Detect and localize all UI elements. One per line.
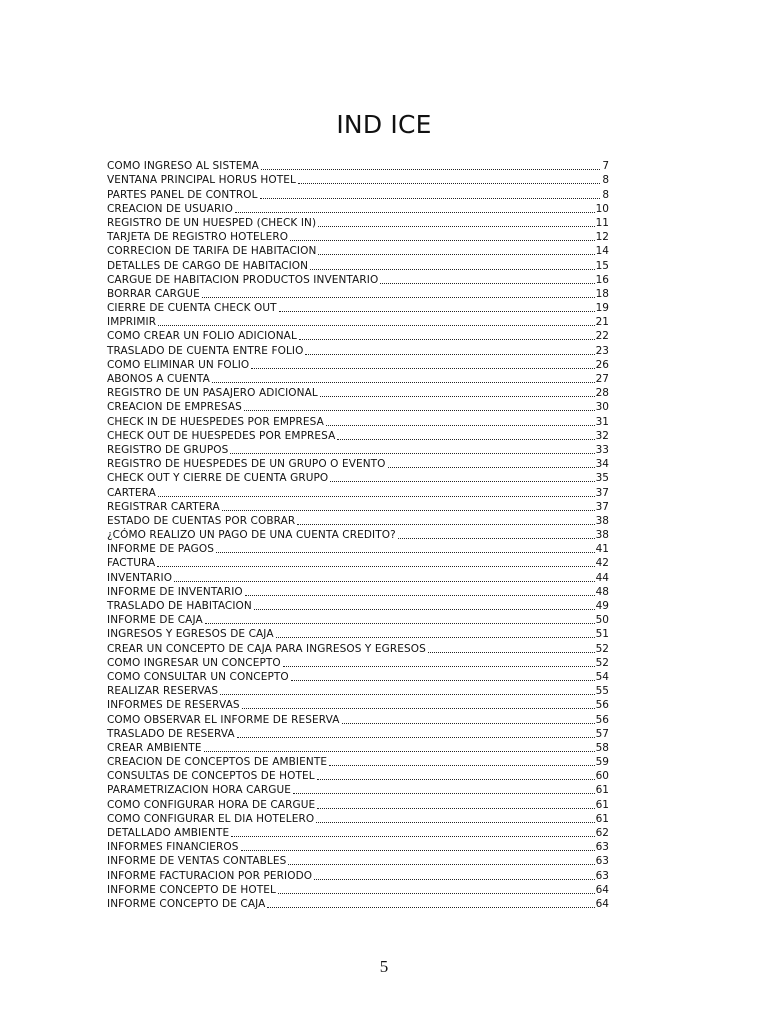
toc-entry-label: ¿CÓMO REALIZO UN PAGO DE UNA CUENTA CREDITO? bbox=[107, 529, 396, 542]
dot-leader bbox=[316, 822, 594, 823]
toc-entry-page: 61 bbox=[595, 812, 609, 825]
dot-leader bbox=[320, 396, 595, 397]
dot-leader bbox=[216, 552, 595, 553]
toc-entry-page: 62 bbox=[595, 827, 609, 839]
toc-entry-label: INFORMES FINANCIEROS bbox=[107, 841, 239, 854]
toc-entry-page: 56 bbox=[595, 699, 609, 712]
dot-leader bbox=[291, 680, 595, 681]
toc-entry bbox=[107, 867, 609, 881]
dot-leader bbox=[337, 439, 594, 440]
dot-leader bbox=[261, 169, 600, 170]
toc-entry-label: CIERRE DE CUENTA CHECK OUT bbox=[107, 302, 277, 315]
toc-entry bbox=[107, 796, 609, 810]
toc-entry-page: 50 bbox=[595, 614, 609, 627]
toc-entry-label: CHECK IN DE HUESPEDES POR EMPRESA bbox=[107, 415, 324, 428]
dot-leader bbox=[298, 183, 600, 184]
toc-entry bbox=[107, 243, 609, 257]
toc-entry bbox=[107, 314, 609, 328]
toc-entry bbox=[107, 896, 609, 910]
toc-entry bbox=[107, 669, 609, 683]
dot-leader bbox=[230, 453, 594, 454]
toc-entry-page: 31 bbox=[595, 415, 609, 428]
toc-entry-page: 51 bbox=[595, 628, 609, 641]
toc-entry-label: INFORME CONCEPTO DE HOTEL bbox=[107, 883, 276, 896]
toc-entry-label: INFORME DE VENTAS CONTABLES bbox=[107, 855, 287, 868]
toc-entry bbox=[107, 697, 609, 711]
dot-leader bbox=[212, 382, 595, 383]
toc-entry-page: 52 bbox=[595, 642, 609, 655]
dot-leader bbox=[222, 510, 595, 511]
toc-entry-label: TRASLADO DE HABITACION bbox=[107, 600, 252, 612]
toc-entry-label: REGISTRAR CARTERA bbox=[107, 500, 220, 513]
toc-entry-page: 60 bbox=[595, 770, 609, 783]
toc-entry-label: PARAMETRIZACION HORA CARGUE bbox=[107, 784, 291, 797]
dot-leader bbox=[278, 893, 595, 894]
toc-entry-label: CREACION DE EMPRESAS bbox=[107, 401, 242, 414]
toc-entry-label: INFORME FACTURACION POR PERIODO bbox=[107, 869, 313, 882]
toc-entry bbox=[107, 328, 609, 342]
toc-entry-page: 15 bbox=[595, 259, 609, 272]
toc-entry-label: INFORME DE INVENTARIO bbox=[107, 585, 243, 598]
toc-entry bbox=[107, 811, 609, 825]
toc-entry-label: REGISTRO DE GRUPOS bbox=[107, 443, 229, 456]
toc-entry-page: 35 bbox=[595, 472, 609, 485]
toc-entry-label: IMPRIMIR bbox=[107, 316, 157, 329]
toc-entry bbox=[107, 428, 609, 442]
dot-leader bbox=[276, 637, 595, 638]
table-of-contents bbox=[107, 158, 609, 910]
toc-entry-label: REGISTRO DE UN PASAJERO ADICIONAL bbox=[107, 387, 318, 400]
toc-entry-label: CHECK OUT DE HUESPEDES POR EMPRESA bbox=[107, 429, 336, 442]
toc-entry-page: 52 bbox=[595, 656, 609, 669]
dot-leader bbox=[317, 779, 595, 780]
toc-entry-label: TRASLADO DE CUENTA ENTRE FOLIO bbox=[107, 344, 304, 357]
toc-entry-label: TRASLADO DE RESERVA bbox=[107, 727, 235, 740]
toc-entry-page: 44 bbox=[595, 571, 609, 584]
toc-entry-label: INFORME DE CAJA bbox=[107, 614, 203, 627]
toc-entry-label: REALIZAR RESERVAS bbox=[107, 685, 219, 698]
toc-entry-label: COMO CONFIGURAR HORA DE CARGUE bbox=[107, 798, 316, 811]
dot-leader bbox=[244, 410, 595, 411]
toc-entry-page: 11 bbox=[595, 216, 609, 229]
dot-leader bbox=[283, 666, 595, 667]
toc-entry bbox=[107, 172, 609, 186]
toc-entry bbox=[107, 158, 609, 172]
dot-leader bbox=[245, 595, 595, 596]
toc-entry-label: INGRESOS Y EGRESOS DE CAJA bbox=[107, 628, 274, 641]
toc-entry-page: 61 bbox=[595, 784, 609, 797]
dot-leader bbox=[157, 566, 594, 567]
toc-entry-page: 33 bbox=[595, 443, 609, 456]
toc-entry-label: COMO CONSULTAR UN CONCEPTO bbox=[107, 670, 289, 683]
toc-entry-page: 27 bbox=[595, 373, 609, 385]
dot-leader bbox=[318, 254, 594, 255]
toc-entry-page: 57 bbox=[595, 727, 609, 740]
toc-entry-page: 64 bbox=[595, 897, 609, 910]
toc-entry bbox=[107, 201, 609, 215]
toc-entry-page: 56 bbox=[595, 713, 609, 726]
dot-leader bbox=[299, 339, 595, 340]
toc-entry-label: REGISTRO DE HUESPEDES DE UN GRUPO O EVENTO bbox=[107, 458, 386, 471]
toc-entry-label: DETALLES DE CARGO DE HABITACION bbox=[107, 259, 309, 272]
toc-entry-page: 10 bbox=[595, 202, 609, 215]
dot-leader bbox=[235, 212, 595, 213]
toc-entry-label: CHECK OUT Y CIERRE DE CUENTA GRUPO bbox=[107, 472, 329, 485]
toc-entry-page: 12 bbox=[595, 231, 609, 244]
toc-entry bbox=[107, 399, 609, 413]
dot-leader bbox=[231, 836, 594, 837]
toc-entry-label: COMO OBSERVAR EL INFORME DE RESERVA bbox=[107, 713, 340, 726]
dot-leader bbox=[297, 524, 594, 525]
dot-leader bbox=[326, 425, 595, 426]
page-number: 5 bbox=[379, 957, 389, 976]
dot-leader bbox=[330, 481, 594, 482]
toc-entry bbox=[107, 470, 609, 484]
toc-entry-page: 16 bbox=[595, 273, 609, 286]
dot-leader bbox=[279, 311, 595, 312]
toc-entry-label: COMO CREAR UN FOLIO ADICIONAL bbox=[107, 330, 297, 343]
toc-entry-label: CREAR UN CONCEPTO DE CAJA PARA INGRESOS Y EGRESOS bbox=[107, 642, 426, 655]
toc-entry-page: 59 bbox=[595, 756, 609, 769]
dot-leader bbox=[293, 793, 595, 794]
dot-leader bbox=[220, 694, 595, 695]
toc-entry-label: INVENTARIO bbox=[107, 571, 173, 584]
toc-entry-label: REGISTRO DE UN HUESPED (CHECK IN) bbox=[107, 216, 317, 229]
toc-entry bbox=[107, 300, 609, 314]
dot-leader bbox=[251, 368, 594, 369]
dot-leader bbox=[174, 581, 595, 582]
dot-leader bbox=[290, 240, 594, 241]
toc-entry-label: ABONOS A CUENTA bbox=[107, 373, 210, 385]
toc-entry-page: 61 bbox=[595, 798, 609, 811]
toc-entry-label: PARTES PANEL DE CONTROL bbox=[107, 188, 258, 201]
toc-entry bbox=[107, 541, 609, 555]
toc-entry-label: ESTADO DE CUENTAS POR COBRAR bbox=[107, 514, 296, 527]
toc-entry-label: CREAR AMBIENTE bbox=[107, 741, 202, 754]
toc-entry bbox=[107, 782, 609, 796]
toc-entry bbox=[107, 371, 609, 385]
dot-leader bbox=[329, 765, 595, 766]
toc-entry bbox=[107, 754, 609, 768]
toc-entry-page: 18 bbox=[595, 287, 609, 300]
toc-entry bbox=[107, 726, 609, 740]
dot-leader bbox=[314, 879, 594, 880]
dot-leader bbox=[288, 864, 594, 865]
toc-entry-label: BORRAR CARGUE bbox=[107, 287, 200, 300]
dot-leader bbox=[388, 467, 595, 468]
toc-entry-page: 21 bbox=[595, 316, 609, 329]
toc-entry-page: 23 bbox=[595, 344, 609, 357]
toc-entry bbox=[107, 186, 609, 200]
toc-entry-page: 22 bbox=[595, 330, 609, 343]
toc-entry-page: 49 bbox=[595, 600, 609, 612]
dot-leader bbox=[204, 751, 595, 752]
toc-entry-page: 54 bbox=[595, 670, 609, 683]
toc-entry-page: 7 bbox=[602, 160, 609, 173]
toc-entry-page: 55 bbox=[595, 685, 609, 698]
toc-entry bbox=[107, 215, 609, 229]
dot-leader bbox=[380, 283, 594, 284]
page-title: IND ICE bbox=[336, 110, 432, 139]
toc-entry-label: VENTANA PRINCIPAL HORUS HOTEL bbox=[107, 174, 296, 187]
toc-entry-page: 63 bbox=[595, 855, 609, 868]
toc-entry-label: COMO ELIMINAR UN FOLIO bbox=[107, 358, 250, 371]
dot-leader bbox=[242, 708, 595, 709]
toc-entry bbox=[107, 683, 609, 697]
toc-entry bbox=[107, 342, 609, 356]
toc-entry-label: INFORME DE PAGOS bbox=[107, 543, 214, 556]
toc-entry-page: 30 bbox=[595, 401, 609, 414]
toc-entry-page: 34 bbox=[595, 458, 609, 471]
dot-leader bbox=[305, 354, 594, 355]
toc-entry bbox=[107, 768, 609, 782]
toc-entry-page: 63 bbox=[595, 869, 609, 882]
dot-leader bbox=[260, 198, 600, 199]
toc-entry bbox=[107, 640, 609, 654]
toc-entry bbox=[107, 569, 609, 583]
toc-entry bbox=[107, 229, 609, 243]
toc-entry-page: 58 bbox=[595, 741, 609, 754]
toc-entry bbox=[107, 612, 609, 626]
toc-entry-label: CREACION DE USUARIO bbox=[107, 202, 233, 215]
toc-entry bbox=[107, 257, 609, 271]
toc-entry-page: 37 bbox=[595, 486, 609, 499]
toc-entry-label: CREACION DE CONCEPTOS DE AMBIENTE bbox=[107, 756, 328, 769]
toc-entry-label: COMO CONFIGURAR EL DIA HOTELERO bbox=[107, 812, 315, 825]
toc-entry-page: 38 bbox=[595, 529, 609, 542]
toc-entry-page: 37 bbox=[595, 500, 609, 513]
toc-entry bbox=[107, 513, 609, 527]
toc-entry-page: 26 bbox=[595, 358, 609, 371]
toc-entry bbox=[107, 882, 609, 896]
dot-leader bbox=[158, 325, 594, 326]
toc-entry bbox=[107, 853, 609, 867]
toc-entry-label: COMO INGRESAR UN CONCEPTO bbox=[107, 656, 281, 669]
toc-entry-label: CORRECION DE TARIFA DE HABITACION bbox=[107, 245, 317, 258]
toc-entry bbox=[107, 385, 609, 399]
dot-leader bbox=[202, 297, 595, 298]
dot-leader bbox=[318, 226, 594, 227]
toc-entry bbox=[107, 711, 609, 725]
toc-entry bbox=[107, 740, 609, 754]
toc-entry-label: DETALLADO AMBIENTE bbox=[107, 827, 230, 839]
toc-entry-label: CARGUE DE HABITACION PRODUCTOS INVENTARIO bbox=[107, 273, 379, 286]
dot-leader bbox=[428, 652, 595, 653]
dot-leader bbox=[237, 737, 595, 738]
toc-entry-label: CARTERA bbox=[107, 486, 156, 499]
toc-entry-page: 14 bbox=[595, 245, 609, 258]
dot-leader bbox=[398, 538, 595, 539]
toc-entry-page: 28 bbox=[595, 387, 609, 400]
toc-entry-page: 48 bbox=[595, 585, 609, 598]
toc-entry bbox=[107, 655, 609, 669]
toc-entry bbox=[107, 442, 609, 456]
toc-entry bbox=[107, 456, 609, 470]
toc-entry bbox=[107, 484, 609, 498]
toc-entry-page: 8 bbox=[602, 174, 609, 187]
dot-leader bbox=[317, 808, 594, 809]
toc-entry-page: 32 bbox=[595, 429, 609, 442]
toc-entry bbox=[107, 413, 609, 427]
toc-entry-label: FACTURA bbox=[107, 557, 156, 570]
toc-entry bbox=[107, 499, 609, 513]
toc-entry bbox=[107, 357, 609, 371]
toc-entry-page: 19 bbox=[595, 302, 609, 315]
toc-entry-label: TARJETA DE REGISTRO HOTELERO bbox=[107, 231, 289, 244]
toc-entry bbox=[107, 825, 609, 839]
toc-entry bbox=[107, 555, 609, 569]
toc-entry bbox=[107, 272, 609, 286]
toc-entry bbox=[107, 626, 609, 640]
toc-entry bbox=[107, 598, 609, 612]
toc-entry-label: INFORME CONCEPTO DE CAJA bbox=[107, 897, 266, 910]
toc-entry bbox=[107, 839, 609, 853]
toc-entry bbox=[107, 584, 609, 598]
dot-leader bbox=[342, 723, 595, 724]
toc-entry-page: 8 bbox=[602, 188, 609, 201]
toc-entry-page: 42 bbox=[595, 557, 609, 570]
toc-entry-label: CONSULTAS DE CONCEPTOS DE HOTEL bbox=[107, 770, 315, 783]
toc-entry-label: INFORMES DE RESERVAS bbox=[107, 699, 240, 712]
toc-entry-page: 64 bbox=[595, 883, 609, 896]
toc-entry-page: 63 bbox=[595, 841, 609, 854]
dot-leader bbox=[205, 623, 595, 624]
dot-leader bbox=[254, 609, 595, 610]
toc-entry bbox=[107, 286, 609, 300]
toc-entry-page: 38 bbox=[595, 514, 609, 527]
dot-leader bbox=[310, 269, 595, 270]
dot-leader bbox=[241, 850, 595, 851]
toc-entry-page: 41 bbox=[595, 543, 609, 556]
dot-leader bbox=[267, 907, 594, 908]
dot-leader bbox=[158, 496, 595, 497]
toc-entry-label: COMO INGRESO AL SISTEMA bbox=[107, 160, 259, 173]
toc-entry bbox=[107, 527, 609, 541]
